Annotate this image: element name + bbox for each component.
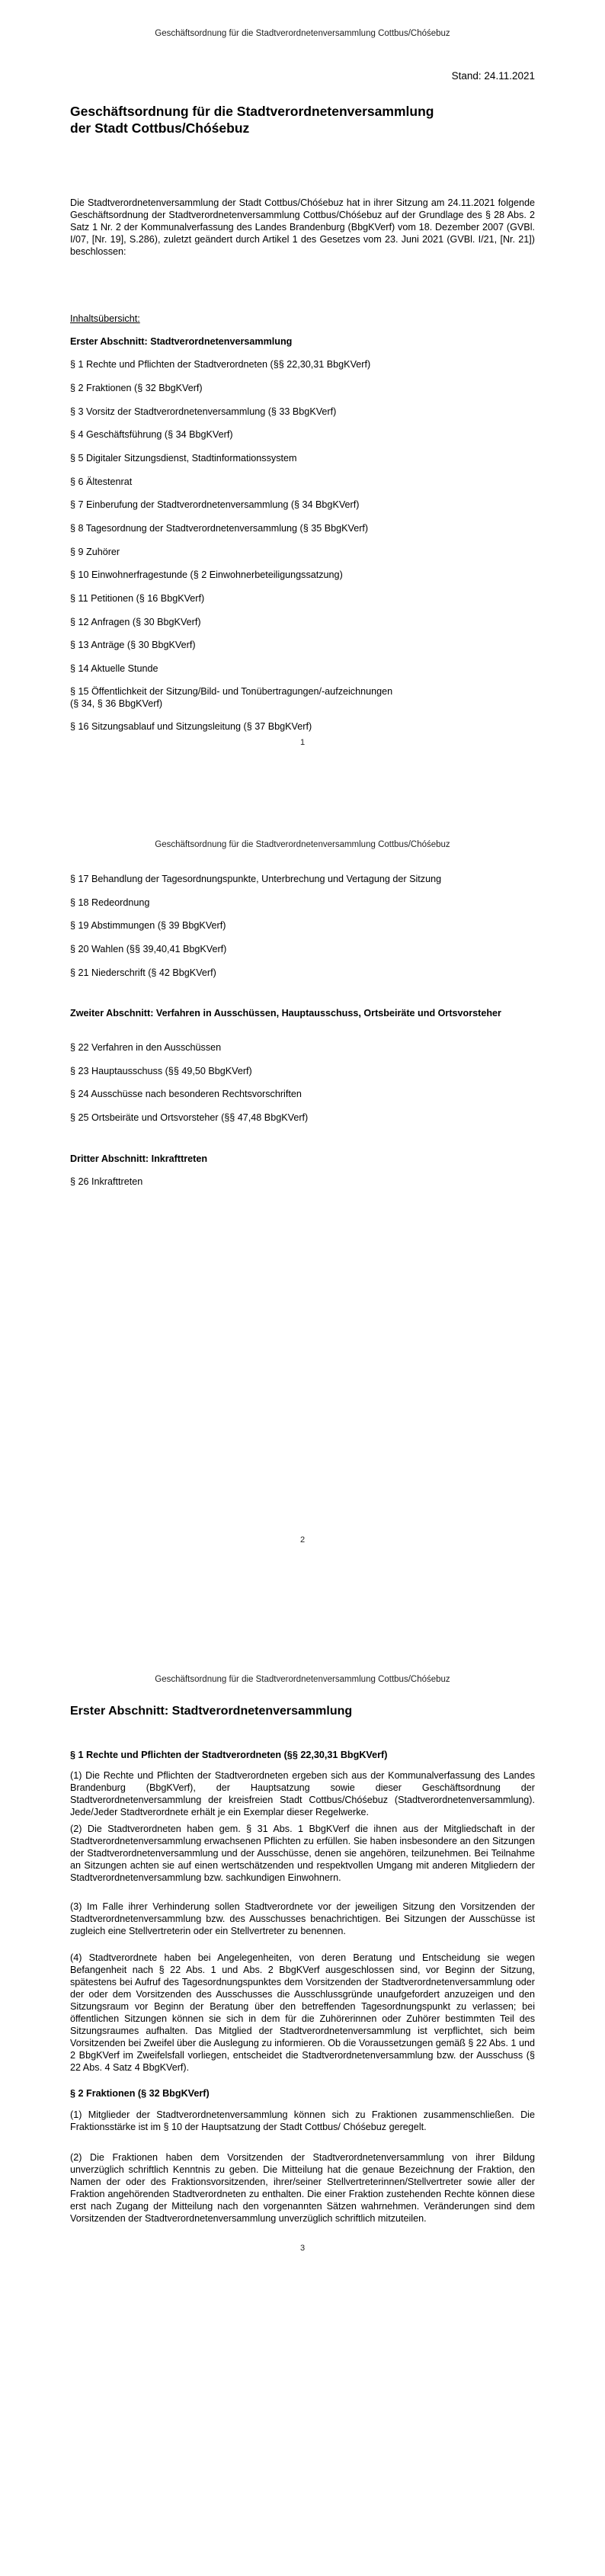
toc-section-2-heading: Zweiter Abschnitt: Verfahren in Ausschüssen, Hauptausschuss, Ortsbeiräte und Ortsvorsteher xyxy=(70,1008,501,1019)
section-1-heading: Erster Abschnitt: Stadtverordnetenversammlung xyxy=(70,1705,353,1718)
toc-item: § 23 Hauptausschuss (§§ 49,50 BbgKVerf) xyxy=(70,1066,252,1076)
toc-item: § 13 Anträge (§ 30 BbgKVerf) xyxy=(70,640,196,650)
toc-section-3-heading: Dritter Abschnitt: Inkrafttreten xyxy=(70,1153,208,1164)
toc-item: § 14 Aktuelle Stunde xyxy=(70,663,158,674)
toc-item: § 17 Behandlung der Tagesordnungspunkte, Unterbrechung und Vertagung der Sitzung xyxy=(70,874,442,884)
toc-item: § 19 Abstimmungen (§ 39 BbgKVerf) xyxy=(70,920,226,931)
toc-item-15 xyxy=(70,685,535,710)
document-title xyxy=(70,103,535,136)
document-page-1 xyxy=(0,0,605,845)
toc-heading: Inhaltsübersicht: xyxy=(70,313,140,324)
page-number: 1 xyxy=(299,738,306,747)
toc-item: § 8 Tagesordnung der Stadtverordnetenversammlung (§ 35 BbgKVerf) xyxy=(70,523,369,534)
document-page-2 xyxy=(0,840,605,1689)
paragraph-2-abs-1: (1) Mitglieder der Stadtverordnetenversammlung können sich zu Fraktionen zusammenschließen. Die Fraktionsstärke ist im § 10 der Hauptsatzung der Stadt Cottbus/ Chóśebuz geregelt. xyxy=(70,2109,535,2132)
toc-item-15-line-2: (§ 34, § 36 BbgKVerf) xyxy=(70,698,163,709)
running-header: Geschäftsordnung für die Stadtverordnetenversammlung Cottbus/Chóśebuz xyxy=(155,1675,450,1684)
toc-item: § 16 Sitzungsablauf und Sitzungsleitung (§ 37 BbgKVerf) xyxy=(70,721,312,732)
page-number: 3 xyxy=(299,2244,306,2253)
toc-item: § 21 Niederschrift (§ 42 BbgKVerf) xyxy=(70,967,216,978)
running-header: Geschäftsordnung für die Stadtverordnetenversammlung Cottbus/Chóśebuz xyxy=(155,840,450,849)
paragraph-2-abs-2: (2) Die Fraktionen haben dem Vorsitzenden der Stadtverordnetenversammlung von ihrer Bildung unverzüglich schriftlich Kenntnis zu geben. Die Mitteilung hat die genaue Bezeichnung der Fraktion, den Namen der oder des Fraktionsvorsitzenden, ihrer/seiner Stellvertreterinnen/Stellvertreter sowie aller der Fraktion angehörenden Stadtverordneten zu enthalten. Die einer Fraktion zustehenden Rechte können diese erst nach Zugang der Mitteilung nach den vorgenannten Sätzen wahrnehmen. Veränderungen sind dem Vorsitzenden der Stadtverordnetenversammlung unverzüglich schriftlich mitzuteilen. xyxy=(70,2152,535,2224)
toc-item: § 26 Inkrafttreten xyxy=(70,1176,143,1187)
paragraph-1-heading: § 1 Rechte und Pflichten der Stadtverordneten (§§ 22,30,31 BbgKVerf) xyxy=(70,1750,388,1760)
toc-item: § 5 Digitaler Sitzungsdienst, Stadtinformationssystem xyxy=(70,453,297,464)
toc-item: § 2 Fraktionen (§ 32 BbgKVerf) xyxy=(70,383,203,393)
paragraph-1-abs-1: (1) Die Rechte und Pflichten der Stadtverordneten ergeben sich aus der Kommunalverfassung des Landes Brandenburg (BbgKVerf), der Hauptsatzung sowie dieser Geschäftsordnung der Stadtverordnetenversammlung der kreisfreien Stadt Cottbus/Chóśebuz (Stadtverordnetenversammlung). Jede/Jeder Stadtverordnete erhält je ein Exemplar dieser Regelwerke. xyxy=(70,1770,535,1817)
toc-item: § 4 Geschäftsführung (§ 34 BbgKVerf) xyxy=(70,429,233,440)
document-title-line-1: Geschäftsordnung für die Stadtverordnetenversammlung xyxy=(70,104,434,119)
toc-item: § 24 Ausschüsse nach besonderen Rechtsvorschriften xyxy=(70,1089,302,1099)
toc-item: § 6 Ältestenrat xyxy=(70,476,133,487)
document-page-3 xyxy=(0,1675,605,2576)
toc-item-15-line-1: § 15 Öffentlichkeit der Sitzung/Bild- und Tonübertragungen/-aufzeichnungen xyxy=(70,686,393,697)
intro-paragraph: Die Stadtverordnetenversammlung der Stadt Cottbus/Chóśebuz hat in ihrer Sitzung am 24.11.2021 folgende Geschäftsordnung der Stadtverordnetenversammlung Cottbus/Chóśebuz auf der Grundlage des § 28 Abs. 2 Satz 1 Nr. 2 der Kommunalverfassung des Landes Brandenburg (BbgKVerf) vom 18. Dezember 2007 (GVBl. I/07, [Nr. 19], S.286), zuletzt geändert durch Artikel 1 des Gesetzes vom 23. Juni 2021 (GVBl. I/21, [Nr. 21]) beschlossen: xyxy=(70,197,535,257)
page-number: 2 xyxy=(299,1535,306,1545)
paragraph-1-abs-2: (2) Die Stadtverordneten haben gem. § 31 Abs. 1 BbgKVerf die ihnen aus der Mitgliedschaft in der Stadtverordnetenversammlung erwachsenen Pflichten zu erfüllen. Sie haben insbesondere an den Sitzungen der Stadtverordnetenversammlung und der Ausschüsse, denen sie angehören, teilzunehmen. Bei Teilnahme an Sitzungen achten sie auf einen wertschätzenden und respektvollen Umgang mit anderen Mitgliedern der Stadtverordnetenversammlung bzw. sachkundigen Einwohnern. xyxy=(70,1824,535,1883)
toc-item: § 18 Redeordnung xyxy=(70,897,150,908)
toc-item: § 12 Anfragen (§ 30 BbgKVerf) xyxy=(70,617,201,627)
paragraph-1-abs-4: (4) Stadtverordnete haben bei Angelegenheiten, von deren Beratung und Entscheidung sie wegen Befangenheit nach § 22 Abs. 1 und Abs. 2 BbgKVerf ausgeschlossen sind, vor Beginn der Sitzung, spätestens bei Aufruf des Tagesordnungspunktes dem Vorsitzenden der Stadtverordnetenversammlung oder der oder dem Vorsitzenden des Ausschusses die Ausschlussgründe unaufgefordert anzuzeigen und den Sitzungsraum vor Beginn der Beratung über den betreffenden Tagesordnungspunkt zu verlassen; bei öffentlichen Sitzungen können sie sich in dem für die Zuhörerinnen oder Zuhörer bestimmten Teil des Sitzungsraumes aufhalten. Das Mitglied der Stadtverordnetenversammlung ist verpflichtet, sich beim Vorsitzenden bei Zweifel über die Auslegung zu informieren. Ob die Voraussetzungen gemäß § 22 Abs. 1 und 2 BbgKVerf im Zweifelsfall vorliegen, entscheidet die Stadtverordnetenversammlung bzw. der Ausschuss (§ 22 Abs. 4 Satz 4 BbgKVerf). xyxy=(70,1952,535,2073)
toc-item: § 11 Petitionen (§ 16 BbgKVerf) xyxy=(70,593,205,604)
toc-item: § 20 Wahlen (§§ 39,40,41 BbgKVerf) xyxy=(70,944,227,954)
paragraph-1-abs-3: (3) Im Falle ihrer Verhinderung sollen Stadtverordnete vor der jeweiligen Sitzung den Vorsitzenden der Stadtverordnetenversammlung bzw. des Ausschusses benachrichtigen. Bei Sitzungen der Ausschüsse ist zugleich eine Stellvertreterin oder ein Stellvertreter zu benennen. xyxy=(70,1901,535,1936)
toc-item: § 22 Verfahren in den Ausschüssen xyxy=(70,1042,222,1053)
toc-item: § 9 Zuhörer xyxy=(70,547,120,557)
toc-section-1-heading: Erster Abschnitt: Stadtverordnetenversammlung xyxy=(70,336,293,347)
toc-item: § 3 Vorsitz der Stadtverordnetenversammlung (§ 33 BbgKVerf) xyxy=(70,406,337,417)
paragraph-2-heading: § 2 Fraktionen (§ 32 BbgKVerf) xyxy=(70,2088,210,2099)
toc-item: § 10 Einwohnerfragestunde (§ 2 Einwohnerbeteiligungssatzung) xyxy=(70,569,343,580)
running-header: Geschäftsordnung für die Stadtverordnetenversammlung Cottbus/Chóśebuz xyxy=(155,29,450,38)
toc-item: § 7 Einberufung der Stadtverordnetenversammlung (§ 34 BbgKVerf) xyxy=(70,499,360,510)
document-date: Stand: 24.11.2021 xyxy=(451,70,535,82)
toc-item: § 1 Rechte und Pflichten der Stadtverordneten (§§ 22,30,31 BbgKVerf) xyxy=(70,359,371,370)
document-title-line-2: der Stadt Cottbus/Chóśebuz xyxy=(70,120,250,136)
toc-item: § 25 Ortsbeiräte und Ortsvorsteher (§§ 47,48 BbgKVerf) xyxy=(70,1112,309,1123)
